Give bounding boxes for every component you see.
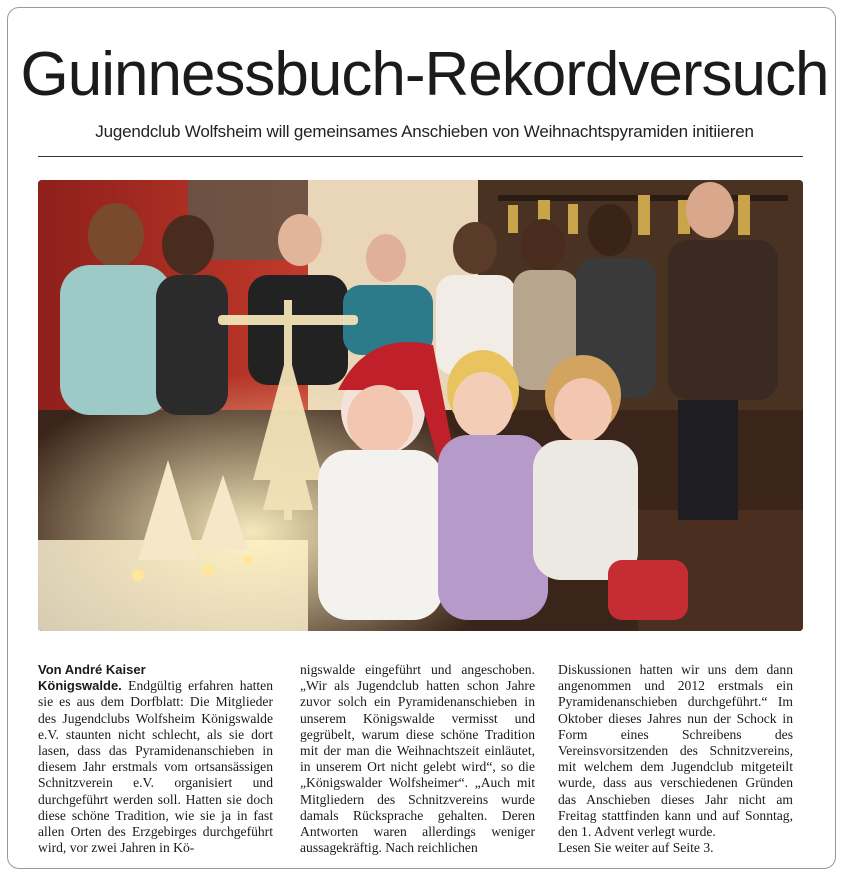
continue-reading-link[interactable]: Lesen Sie weiter auf Seite 3. xyxy=(558,840,714,856)
column-2-text: nigswalde eingeführt und angeschoben. „Wir als Jugendclub hatten schon Jahre zuvor solch ein Pyramidenanschieben in unserem Königswalde vermisst und gegrübelt, warum diese schöne Tradition mit der man die Weihnachtszeit einläutet, in unserem Ort nicht gelebt wird“, so die „Königswalder Wolfsheimer“. „Auch mit Mitgliedern des Schnitzvereins wurde damals Rücksprache gehalten. Deren Antworten waren allerdings weniger aussagekräftig. Nach reichlichen xyxy=(300,662,535,856)
author-byline: Von André Kaiser xyxy=(38,662,146,677)
article-column-1 xyxy=(38,662,273,856)
article-column-2 xyxy=(300,662,535,856)
dateline: Königswalde. xyxy=(38,678,122,694)
subheadline: Jugendclub Wolfsheim will gemeinsames Anschieben von Weihnachtspyramiden initiieren xyxy=(95,122,754,141)
column-1-text: Endgültig erfahren hatten sie es aus dem Dorfblatt: Die Mitglieder des Jugendclubs Wolfsheim Königswalde e.V. staunten nicht schlecht, als sie dort lasen, dass das Pyramidenanschieben in diesem Jahr erstmals vom ortsansässigen Schnitzverein e.V. organisiert und durchgeführt werden soll. Hatten sie doch diese schöne Tradition, wie sie ja in fast allen Orten des Erzgebirges durchgeführt wird, vor zwei Jahren in Kö- xyxy=(38,678,274,856)
column-1-paragraph xyxy=(38,678,273,856)
headline-divider xyxy=(38,156,803,157)
headline: Guinnessbuch-Rekordversuch xyxy=(20,40,829,109)
column-3-text: Diskussionen hatten wir uns dem dann angenommen und 2012 erstmals ein Pyramidenanschieben durchgeführt.“ Im Oktober dieses Jahres nun der Schock in Form eines Schreibens des Vereinsvorsitzenden des Schnitzvereins, mit welchem dem Jugendclub mitgeteilt wurde, dass aus verschiedenen Gründen das Anschieben dieses Jahr nicht am Freitag stattfinden kann und auf Sonntag, den 1. Advent verlegt wurde. xyxy=(558,662,793,840)
photo-illustration xyxy=(38,180,803,631)
article-column-3 xyxy=(558,662,793,856)
article-photo xyxy=(38,180,803,631)
